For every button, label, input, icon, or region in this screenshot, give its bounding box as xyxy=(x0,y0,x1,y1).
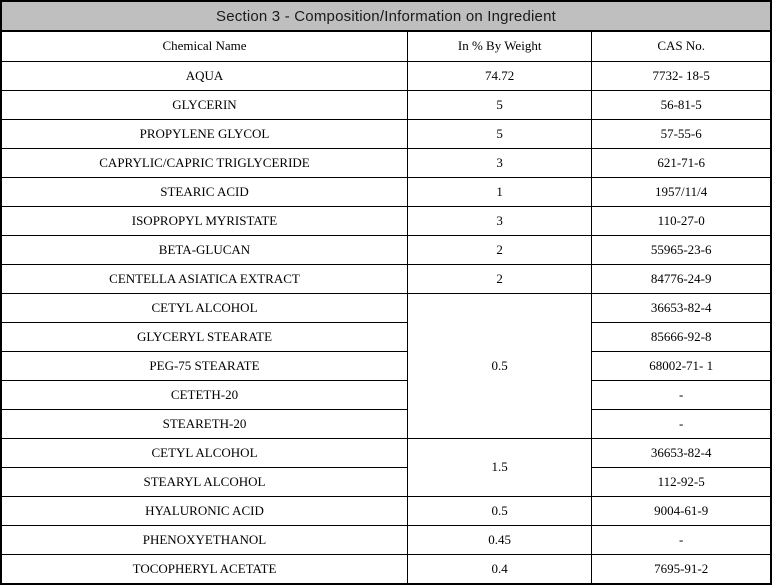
chemical-name-cell: STEARIC ACID xyxy=(2,177,408,206)
column-header-weight-percent: In % By Weight xyxy=(408,32,592,61)
table-row xyxy=(2,496,770,525)
table-row xyxy=(2,177,770,206)
cas-no-cell: 84776-24-9 xyxy=(592,264,770,293)
weight-percent-cell: 0.5 xyxy=(408,496,592,525)
cas-no-cell: 85666-92-8 xyxy=(592,322,770,351)
section-title: Section 3 - Composition/Information on Ingredient xyxy=(2,2,770,32)
chemical-name-cell: CAPRYLIC/CAPRIC TRIGLYCERIDE xyxy=(2,148,408,177)
cas-no-cell: 55965-23-6 xyxy=(592,235,770,264)
chemical-name-cell: GLYCERIN xyxy=(2,90,408,119)
weight-percent-cell: 2 xyxy=(408,235,592,264)
weight-percent-cell: 2 xyxy=(408,264,592,293)
column-header-cas-no: CAS No. xyxy=(592,32,770,61)
weight-percent-cell: 74.72 xyxy=(408,61,592,90)
weight-percent-cell: 1 xyxy=(408,177,592,206)
cas-no-cell: 7732- 18-5 xyxy=(592,61,770,90)
cas-no-cell: 7695-91-2 xyxy=(592,554,770,583)
weight-percent-cell: 0.5 xyxy=(408,293,592,438)
table-row xyxy=(2,525,770,554)
table-row xyxy=(2,554,770,583)
chemical-name-cell: HYALURONIC ACID xyxy=(2,496,408,525)
ingredients-table xyxy=(2,32,770,583)
table-row xyxy=(2,351,770,380)
column-header-chemical-name: Chemical Name xyxy=(2,32,408,61)
chemical-name-cell: CETYL ALCOHOL xyxy=(2,293,408,322)
cas-no-cell: 36653-82-4 xyxy=(592,438,770,467)
table-row xyxy=(2,322,770,351)
cas-no-cell: - xyxy=(592,409,770,438)
weight-percent-cell: 5 xyxy=(408,119,592,148)
table-row xyxy=(2,438,770,467)
cas-no-cell: 36653-82-4 xyxy=(592,293,770,322)
chemical-name-cell: BETA-GLUCAN xyxy=(2,235,408,264)
weight-percent-cell: 3 xyxy=(408,206,592,235)
chemical-name-cell: PEG-75 STEARATE xyxy=(2,351,408,380)
table-row xyxy=(2,409,770,438)
table-row xyxy=(2,235,770,264)
table-row xyxy=(2,90,770,119)
weight-percent-cell: 0.4 xyxy=(408,554,592,583)
chemical-name-cell: CENTELLA ASIATICA EXTRACT xyxy=(2,264,408,293)
cas-no-cell: 1957/11/4 xyxy=(592,177,770,206)
chemical-name-cell: PROPYLENE GLYCOL xyxy=(2,119,408,148)
chemical-name-cell: AQUA xyxy=(2,61,408,90)
table-row xyxy=(2,148,770,177)
cas-no-cell: - xyxy=(592,380,770,409)
header-row xyxy=(2,32,770,61)
chemical-name-cell: PHENOXYETHANOL xyxy=(2,525,408,554)
cas-no-cell: 110-27-0 xyxy=(592,206,770,235)
chemical-name-cell: ISOPROPYL MYRISTATE xyxy=(2,206,408,235)
cas-no-cell: 56-81-5 xyxy=(592,90,770,119)
weight-percent-cell: 5 xyxy=(408,90,592,119)
table-row xyxy=(2,119,770,148)
cas-no-cell: 68002-71- 1 xyxy=(592,351,770,380)
weight-percent-cell: 1.5 xyxy=(408,438,592,496)
weight-percent-cell: 3 xyxy=(408,148,592,177)
chemical-name-cell: TOCOPHERYL ACETATE xyxy=(2,554,408,583)
chemical-name-cell: GLYCERYL STEARATE xyxy=(2,322,408,351)
table-row xyxy=(2,380,770,409)
table-row xyxy=(2,61,770,90)
table-row xyxy=(2,293,770,322)
cas-no-cell: 57-55-6 xyxy=(592,119,770,148)
chemical-name-cell: STEARYL ALCOHOL xyxy=(2,467,408,496)
cas-no-cell: 9004-61-9 xyxy=(592,496,770,525)
table-row xyxy=(2,467,770,496)
chemical-name-cell: CETETH-20 xyxy=(2,380,408,409)
cas-no-cell: - xyxy=(592,525,770,554)
weight-percent-cell: 0.45 xyxy=(408,525,592,554)
table-row xyxy=(2,264,770,293)
cas-no-cell: 112-92-5 xyxy=(592,467,770,496)
table-row xyxy=(2,206,770,235)
chemical-name-cell: CETYL ALCOHOL xyxy=(2,438,408,467)
ingredients-table-body xyxy=(2,61,770,583)
cas-no-cell: 621-71-6 xyxy=(592,148,770,177)
chemical-name-cell: STEARETH-20 xyxy=(2,409,408,438)
